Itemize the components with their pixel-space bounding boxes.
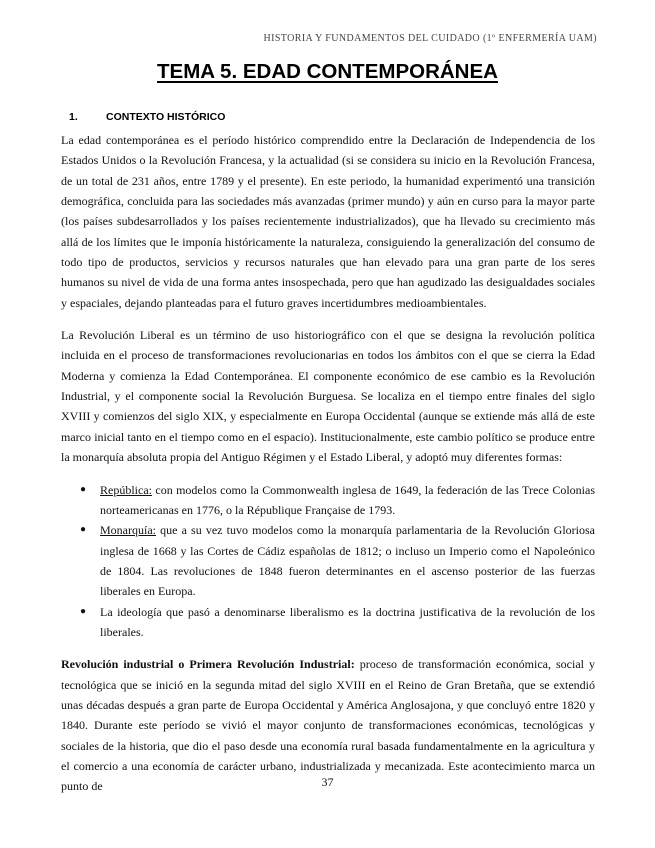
section-heading: [69, 111, 225, 123]
list-item-term: República:: [100, 482, 152, 497]
bullet-icon: ●: [80, 483, 87, 495]
paragraph-intro: La edad contemporánea es el período histórico comprendido entre la Declaración de Independencia de los Estados Unidos o la Revolución Francesa, y la actualidad (si se considera su inicio en la Revolución Francesa, de un total de 231 años, entre 1789 y el presente). En este periodo, la humanidad experimentó una transición demográfica, concluida para las sociedades más avanzadas (primer mundo) y aún en curso para la mayor parte (los países subdesarrollados y los países recientemente industrializados), que ha llevado su crecimiento más allá de los límites que le imponía históricamente la naturaleza, consiguiendo la generalización del consumo de todo tipo de productos, servicios y recursos naturales que han elevado para una gran parte de los seres humanos su nivel de vida de una forma antes insospechada, pero que han agudizado las desigualdades sociales y espaciales, dejando planteadas para el futuro graves incertidumbres medioambientales.: [61, 133, 595, 310]
list-item-text: con modelos como la Commonwealth inglesa de 1649, la federación de las Trece Colonias norteamericanas en 1776, o la République Française de 1793.: [100, 482, 595, 517]
list-item-text: que a su vez tuvo modelos como la monarquía parlamentaria de la Revolución Gloriosa inglesa de 1668 y las Cortes de Cádiz españolas de 1812; o incluso un Imperio como el Napoleónico de 1804. Las revoluciones de 1848 fueron determinantes en el ascenso posterior de las fuerzas liberales en Europa.: [100, 523, 595, 599]
body-content: [61, 130, 595, 809]
section-number: 1.: [69, 111, 78, 123]
page-title: TEMA 5. EDAD CONTEMPORÁNEA: [157, 60, 498, 83]
bullet-icon: ●: [80, 524, 87, 536]
running-header: HISTORIA Y FUNDAMENTOS DEL CUIDADO (1º ENFERMERÍA UAM): [263, 33, 597, 44]
paragraph-liberal-revolution: La Revolución Liberal es un término de uso historiográfico con el que se designa la revolución política incluida en el proceso de transformaciones revolucionarias en todos los ámbitos con el que se cierra la Edad Moderna y comienza la Edad Contemporánea. El componente económico de ese cambio es la Revolución Industrial, y el componente social la Revolución Burguesa. Se localiza en el tiempo entre finales del siglo XVIII y comienzos del siglo XIX, y especialmente en Europa Occidental (aunque se extiende más allá de este marco inicial tanto en el tiempo como en el espacio). Institucionalmente, este cambio político se produce entre la monarquía absoluta propia del Antiguo Régimen y el Estado Liberal, y adoptó muy diferentes formas:: [61, 328, 595, 465]
forms-list: [61, 480, 595, 643]
bullet-icon: ●: [80, 605, 87, 617]
list-item-monarquia: [61, 520, 595, 601]
page-number: 37: [321, 775, 334, 789]
list-item-liberalismo: [61, 602, 595, 643]
industrial-text: proceso de transformación económica, social y tecnológica que se inició en la segunda mitad del siglo XVIII en el Reino de Gran Bretaña, que se extendió unas décadas después a gran parte de Europa Occidental y América Anglosajona, y que concluyó entre 1820 y 1840. Durante este período se vivió el mayor conjunto de transformaciones económicas, tecnológicas y sociales de la historia, que dio el paso desde una economía rural basada fundamentalmente en la agricultura y el comercio a una economía de carácter urbano, industrializada y mecanizada. Este acontecimiento marca un punto de: [61, 657, 596, 794]
list-item-text: La ideología que pasó a denominarse liberalismo es la doctrina justificativa de la revolución de los liberales.: [100, 604, 595, 639]
list-item-term: Monarquía:: [100, 523, 156, 538]
list-item-republica: [61, 480, 595, 521]
section-heading-text: CONTEXTO HISTÓRICO: [106, 111, 226, 123]
industrial-term: Revolución industrial o Primera Revolución Industrial:: [61, 657, 355, 672]
